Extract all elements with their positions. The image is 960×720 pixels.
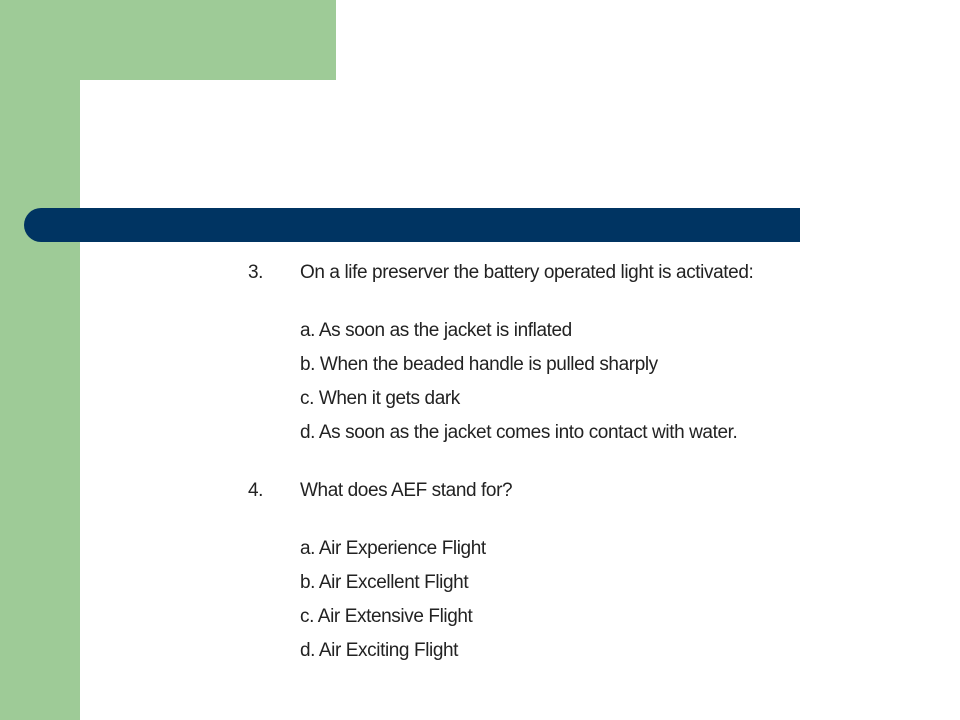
answer-option: a. Air Experience Flight [300, 538, 486, 559]
answer-option: c. When it gets dark [300, 388, 460, 409]
question-number: 4. [248, 480, 264, 501]
answer-options [248, 532, 808, 668]
answer-option: d. Air Exciting Flight [300, 640, 459, 661]
green-top-decoration [0, 0, 336, 80]
answer-option: a. As soon as the jacket is inflated [300, 320, 572, 341]
answer-options [248, 314, 808, 450]
green-sidebar-decoration [0, 0, 80, 720]
question-4 [248, 480, 808, 510]
rounded-corner-decoration [80, 80, 336, 160]
question-block [248, 480, 808, 668]
answer-option: d. As soon as the jacket comes into contact with water. [300, 422, 738, 443]
question-text: What does AEF stand for? [300, 480, 513, 501]
answer-option: c. Air Extensive Flight [300, 606, 473, 627]
question-3 [248, 262, 808, 292]
question-number: 3. [248, 262, 264, 283]
question-block [248, 262, 808, 450]
question-text: On a life preserver the battery operated light is activated: [300, 262, 754, 283]
answer-option: b. When the beaded handle is pulled sharply [300, 354, 658, 375]
title-bar [24, 208, 800, 242]
quiz-content [248, 262, 808, 668]
answer-option: b. Air Excellent Flight [300, 572, 469, 593]
